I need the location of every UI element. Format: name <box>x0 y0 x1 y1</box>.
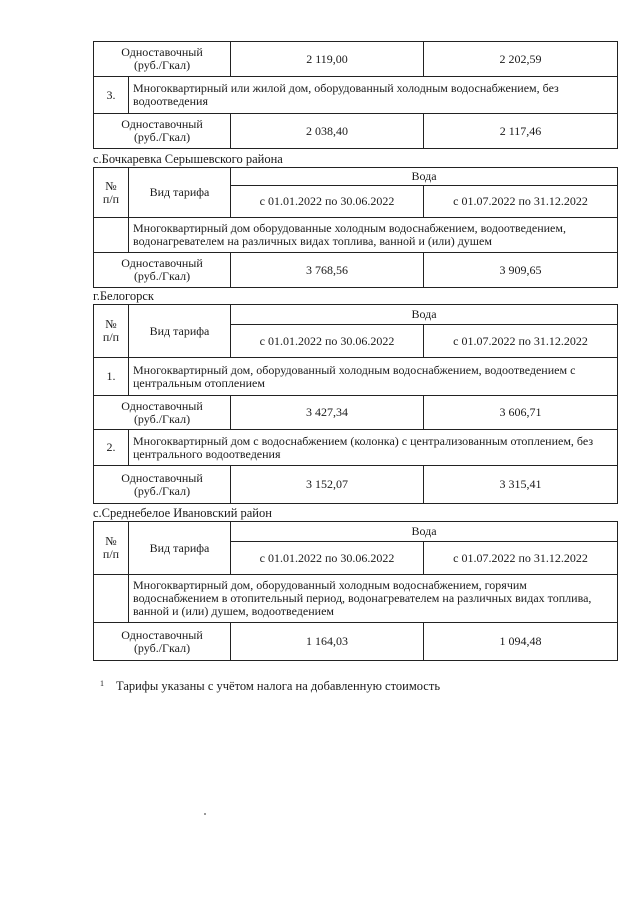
tariff-table-bochkarevka <box>93 167 618 288</box>
rate-value: 2 119,00 <box>231 42 424 77</box>
period-header: с 01.07.2022 по 31.12.2022 <box>424 325 618 358</box>
table-header-row <box>94 168 618 186</box>
row-number: 2. <box>94 430 129 466</box>
locality-title: с.Среднебелое Ивановский район <box>93 506 272 520</box>
table-header-row <box>94 305 618 325</box>
tariff-table-continued <box>93 41 618 149</box>
rate-value: 2 202,59 <box>424 42 618 77</box>
scan-speck <box>204 813 206 815</box>
rate-label: Одноставочный (руб./Гкал) <box>94 396 231 430</box>
table-row <box>94 114 618 149</box>
tariff-table-srednebeloe <box>93 521 618 661</box>
rate-label: Одноставочный (руб./Гкал) <box>94 253 231 288</box>
building-description: Многоквартирный или жилой дом, оборудованный холодным водоснабжением, без водоотведения <box>129 77 618 114</box>
rate-label: Одноставочный (руб./Гкал) <box>94 114 231 149</box>
table-row <box>94 42 618 77</box>
tariff-kind-header: Вид тарифа <box>129 305 231 358</box>
rate-value: 3 909,65 <box>424 253 618 288</box>
rate-value: 3 768,56 <box>231 253 424 288</box>
building-description: Многоквартирный дом, оборудованный холодным водоснабжением, горячим водоснабжением в отопительный период, водонагревателем на различных видах топлива, ванной и (или) душем, водоотведением <box>129 575 618 623</box>
table-row <box>94 218 618 253</box>
rate-value: 3 606,71 <box>424 396 618 430</box>
row-number <box>94 218 129 253</box>
tariff-table-belogorsk <box>93 304 618 504</box>
table-row <box>94 253 618 288</box>
rate-label: Одноставочный (руб./Гкал) <box>94 623 231 661</box>
footnote-mark: 1 <box>100 679 104 688</box>
table-row <box>94 575 618 623</box>
rate-value: 2 117,46 <box>424 114 618 149</box>
table-row <box>94 623 618 661</box>
period-header: с 01.07.2022 по 31.12.2022 <box>424 542 618 575</box>
number-header: № п/п <box>94 168 129 218</box>
building-description: Многоквартирный дом оборудованные холодным водоснабжением, водоотведением, водонагревателем на различных видах топлива, ванной и (или) душем <box>129 218 618 253</box>
footnote <box>100 679 440 694</box>
water-header: Вода <box>231 305 618 325</box>
row-number: 1. <box>94 358 129 396</box>
water-header: Вода <box>231 522 618 542</box>
rate-value: 3 152,07 <box>231 466 424 504</box>
table-row <box>94 396 618 430</box>
rate-value: 1 094,48 <box>424 623 618 661</box>
table-row <box>94 430 618 466</box>
rate-value: 3 315,41 <box>424 466 618 504</box>
table-row <box>94 466 618 504</box>
tariff-kind-header: Вид тарифа <box>129 168 231 218</box>
table-row <box>94 77 618 114</box>
rate-value: 3 427,34 <box>231 396 424 430</box>
row-number <box>94 575 129 623</box>
number-header: № п/п <box>94 522 129 575</box>
locality-title: г.Белогорск <box>93 289 154 303</box>
number-header: № п/п <box>94 305 129 358</box>
period-header: с 01.01.2022 по 30.06.2022 <box>231 186 424 218</box>
period-header: с 01.01.2022 по 30.06.2022 <box>231 325 424 358</box>
rate-value: 1 164,03 <box>231 623 424 661</box>
rate-value: 2 038,40 <box>231 114 424 149</box>
period-header: с 01.07.2022 по 31.12.2022 <box>424 186 618 218</box>
tariff-kind-header: Вид тарифа <box>129 522 231 575</box>
row-number: 3. <box>94 77 129 114</box>
locality-title: с.Бочкаревка Серышевского района <box>93 152 283 166</box>
water-header: Вода <box>231 168 618 186</box>
table-row <box>94 358 618 396</box>
footnote-text: Тарифы указаны с учётом налога на добавленную стоимость <box>116 679 441 693</box>
rate-label: Одноставочный (руб./Гкал) <box>94 42 231 77</box>
rate-label: Одноставочный (руб./Гкал) <box>94 466 231 504</box>
period-header: с 01.01.2022 по 30.06.2022 <box>231 542 424 575</box>
table-header-row <box>94 522 618 542</box>
building-description: Многоквартирный дом с водоснабжением (колонка) с централизованным отоплением, без центрального водоотведения <box>129 430 618 466</box>
building-description: Многоквартирный дом, оборудованный холодным водоснабжением, водоотведением с центральным отоплением <box>129 358 618 396</box>
